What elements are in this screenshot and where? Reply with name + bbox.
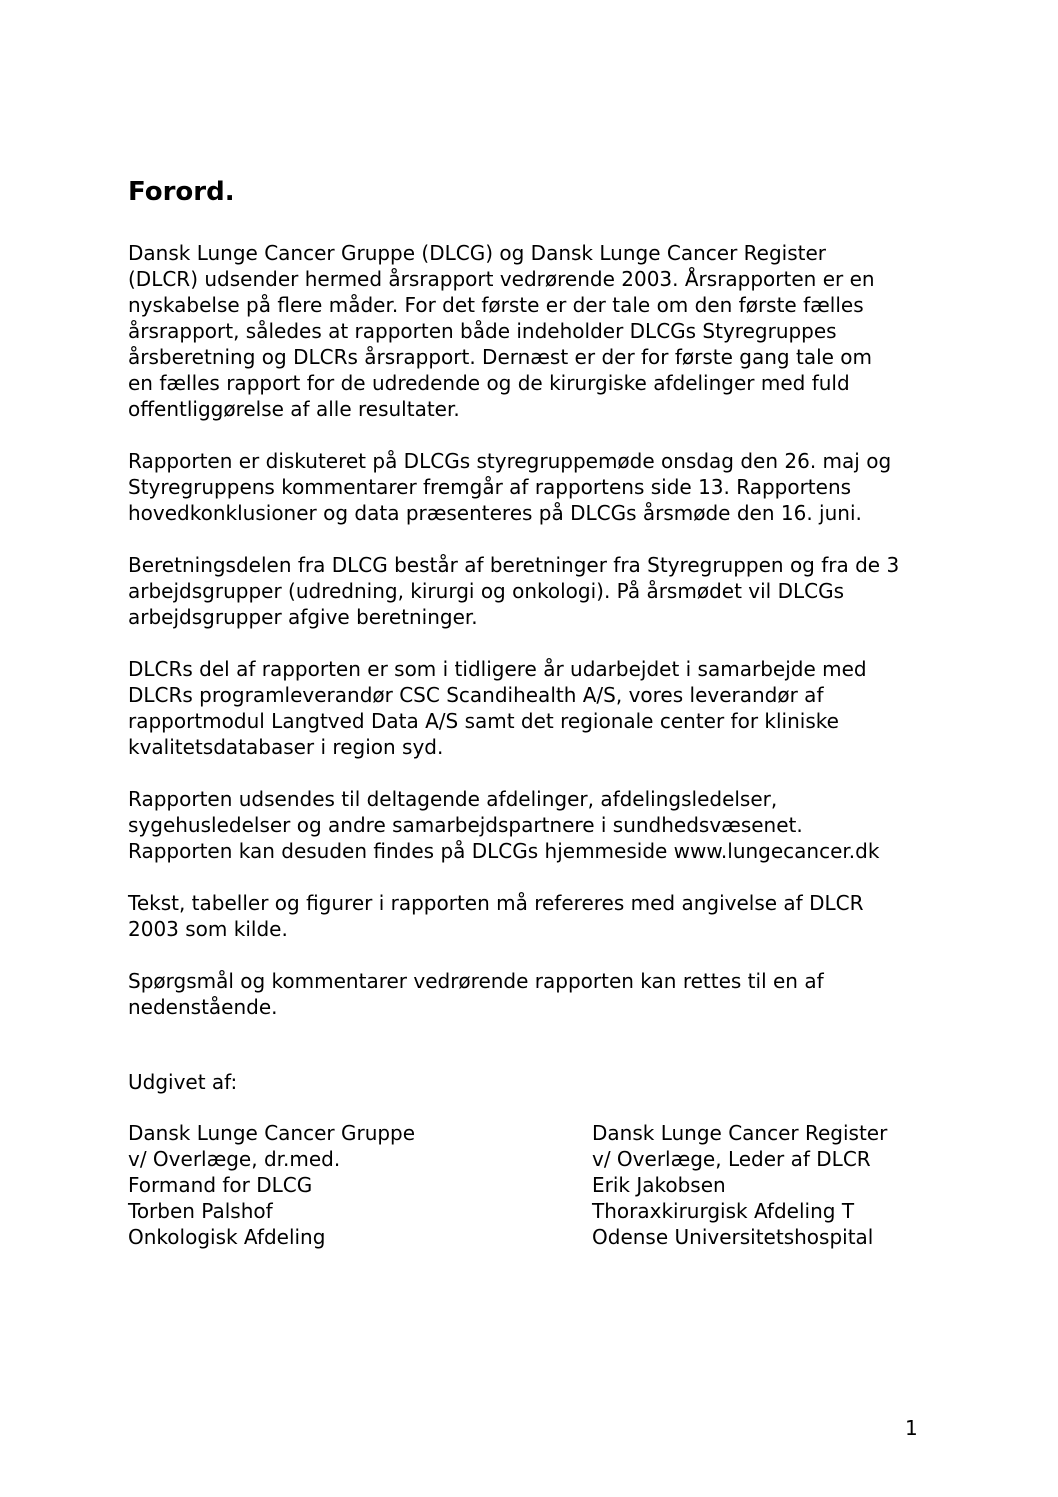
contact-line: Erik Jakobsen	[592, 1173, 726, 1197]
contact-dlcr	[592, 1120, 887, 1250]
contact-line: Dansk Lunge Cancer Register	[592, 1121, 888, 1145]
body-text	[128, 240, 968, 1046]
page-title: Forord.	[128, 177, 235, 207]
text-line: arbejdsgrupper afgive beretninger.	[128, 605, 478, 629]
contact-line: v/ Overlæge, Leder af DLCR	[592, 1147, 871, 1171]
text-line: Rapporten kan desuden findes på DLCGs hjemmeside www.lungecancer.dk	[128, 839, 880, 863]
published-by-label: Udgivet af:	[128, 1070, 238, 1094]
text-line: kvalitetsdatabaser i region syd.	[128, 735, 444, 759]
text-line: Dansk Lunge Cancer Gruppe (DLCG) og Dansk Lunge Cancer Register	[128, 241, 826, 265]
contact-line: Dansk Lunge Cancer Gruppe	[128, 1121, 416, 1145]
text-line: offentliggørelse af alle resultater.	[128, 397, 460, 421]
paragraph-citation	[128, 890, 968, 942]
page-number: 1	[905, 1416, 918, 1440]
text-line: Styregruppens kommentarer fremgår af rapportens side 13. Rapportens	[128, 475, 852, 499]
contact-line: Onkologisk Afdeling	[128, 1225, 326, 1249]
text-line: nyskabelse på flere måder. For det første er der tale om den første fælles	[128, 293, 864, 317]
text-line: 2003 som kilde.	[128, 917, 288, 941]
text-line: Tekst, tabeller og figurer i rapporten må refereres med angivelse af DLCR	[128, 891, 864, 915]
text-line: arbejdsgrupper (udredning, kirurgi og onkologi). På årsmødet vil DLCGs	[128, 579, 845, 603]
text-line: Spørgsmål og kommentarer vedrørende rapporten kan rettes til en af	[128, 969, 824, 993]
text-line: Beretningsdelen fra DLCG består af beretninger fra Styregruppen og fra de 3	[128, 553, 900, 577]
text-line: Rapporten er diskuteret på DLCGs styregruppemøde onsdag den 26. maj og	[128, 449, 892, 473]
paragraph-discussion	[128, 448, 968, 526]
text-line: rapportmodul Langtved Data A/S samt det regionale center for kliniske	[128, 709, 839, 733]
contact-line: Odense Universitetshospital	[592, 1225, 874, 1249]
text-line: nedenstående.	[128, 995, 278, 1019]
text-line: DLCRs programleverandør CSC Scandihealth A/S, vores leverandør af	[128, 683, 824, 707]
contact-line: v/ Overlæge, dr.med.	[128, 1147, 341, 1171]
text-line: Rapporten udsendes til deltagende afdelinger, afdelingsledelser,	[128, 787, 778, 811]
contact-line: Thoraxkirurgisk Afdeling T	[592, 1199, 855, 1223]
text-line: årsberetning og DLCRs årsrapport. Dernæst er der for første gang tale om	[128, 345, 873, 369]
paragraph-distribution	[128, 786, 968, 864]
paragraph-intro	[128, 240, 968, 422]
text-line: (DLCR) udsender hermed årsrapport vedrørende 2003. Årsrapporten er en	[128, 267, 875, 291]
text-line: en fælles rapport for de udredende og de kirurgiske afdelinger med fuld	[128, 371, 850, 395]
paragraph-questions	[128, 968, 968, 1020]
text-line: sygehusledelser og andre samarbejdspartnere i sundhedsvæsenet.	[128, 813, 803, 837]
contact-line: Formand for DLCG	[128, 1173, 313, 1197]
contact-line: Torben Palshof	[128, 1199, 273, 1223]
paragraph-reports	[128, 552, 968, 630]
paragraph-collaboration	[128, 656, 968, 760]
contact-dlcg	[128, 1120, 415, 1250]
text-line: DLCRs del af rapporten er som i tidligere år udarbejdet i samarbejde med	[128, 657, 867, 681]
text-line: årsrapport, således at rapporten både indeholder DLCGs Styregruppes	[128, 319, 837, 343]
text-line: hovedkonklusioner og data præsenteres på DLCGs årsmøde den 16. juni.	[128, 501, 862, 525]
